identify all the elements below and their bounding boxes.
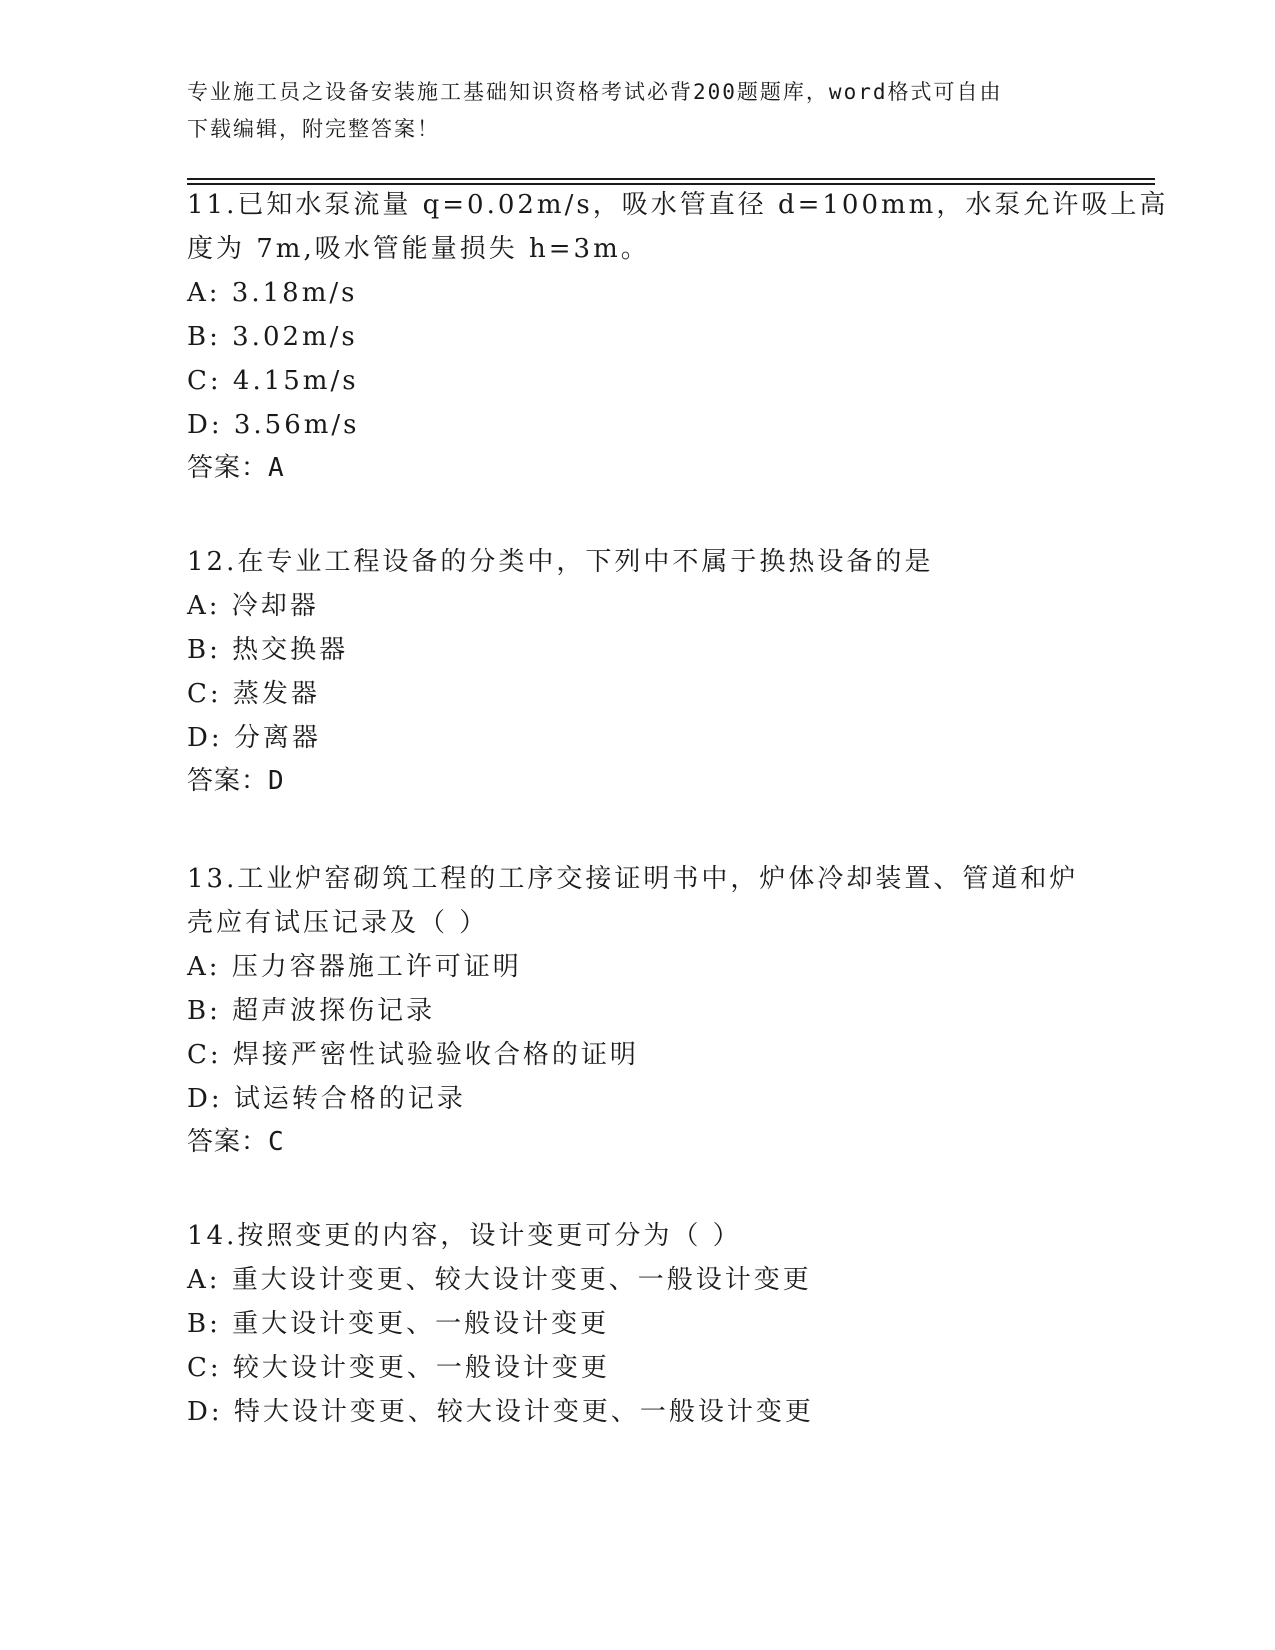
header-divider-bottom — [187, 183, 1155, 185]
option-d: D: 试运转合格的记录 — [187, 1084, 466, 1114]
answer-line: 答案：A — [187, 453, 285, 483]
option-c: C: 蒸发器 — [187, 679, 320, 709]
document-header — [187, 74, 1087, 148]
header-line-1: 专业施工员之设备安装施工基础知识资格考试必背200题题库，word格式可自由 — [187, 80, 1003, 104]
answer-line: 答案：C — [187, 1127, 285, 1157]
option-a: A: 压力容器施工许可证明 — [187, 952, 522, 982]
header-divider-top — [187, 178, 1155, 180]
option-c: C: 4.15m/s — [187, 366, 359, 396]
option-a: A: 3.18m/s — [187, 278, 358, 308]
option-a: A: 冷却器 — [187, 591, 319, 621]
option-d: D: 分离器 — [187, 723, 321, 753]
question-stem-line-1: 11.已知水泵流量 q=0.02m/s，吸水管直径 d=100mm，水泵允许吸上高 — [187, 190, 1169, 220]
question-stem-line-2: 度为 7m,吸水管能量损失 h=3m。 — [187, 234, 650, 264]
question-stem-line-2: 壳应有试压记录及（ ） — [187, 908, 489, 938]
option-d: D: 特大设计变更、较大设计变更、一般设计变更 — [187, 1397, 814, 1427]
option-b: B: 重大设计变更、一般设计变更 — [187, 1309, 610, 1339]
header-line-2: 下载编辑，附完整答案！ — [187, 117, 440, 141]
option-c: C: 焊接严密性试验验收合格的证明 — [187, 1040, 639, 1070]
question-stem-line-1: 12.在专业工程设备的分类中，下列中不属于换热设备的是 — [187, 547, 934, 577]
question-stem-line-1: 13.工业炉窑砌筑工程的工序交接证明书中，炉体冷却装置、管道和炉 — [187, 864, 1079, 894]
option-a: A: 重大设计变更、较大设计变更、一般设计变更 — [187, 1265, 812, 1295]
option-d: D: 3.56m/s — [187, 410, 360, 440]
option-b: B: 超声波探伤记录 — [187, 996, 436, 1026]
question-stem-line-1: 14.按照变更的内容，设计变更可分为（ ） — [187, 1221, 742, 1251]
option-c: C: 较大设计变更、一般设计变更 — [187, 1353, 610, 1383]
option-b: B: 3.02m/s — [187, 322, 358, 352]
option-b: B: 热交换器 — [187, 635, 349, 665]
answer-line: 答案：D — [187, 766, 285, 796]
